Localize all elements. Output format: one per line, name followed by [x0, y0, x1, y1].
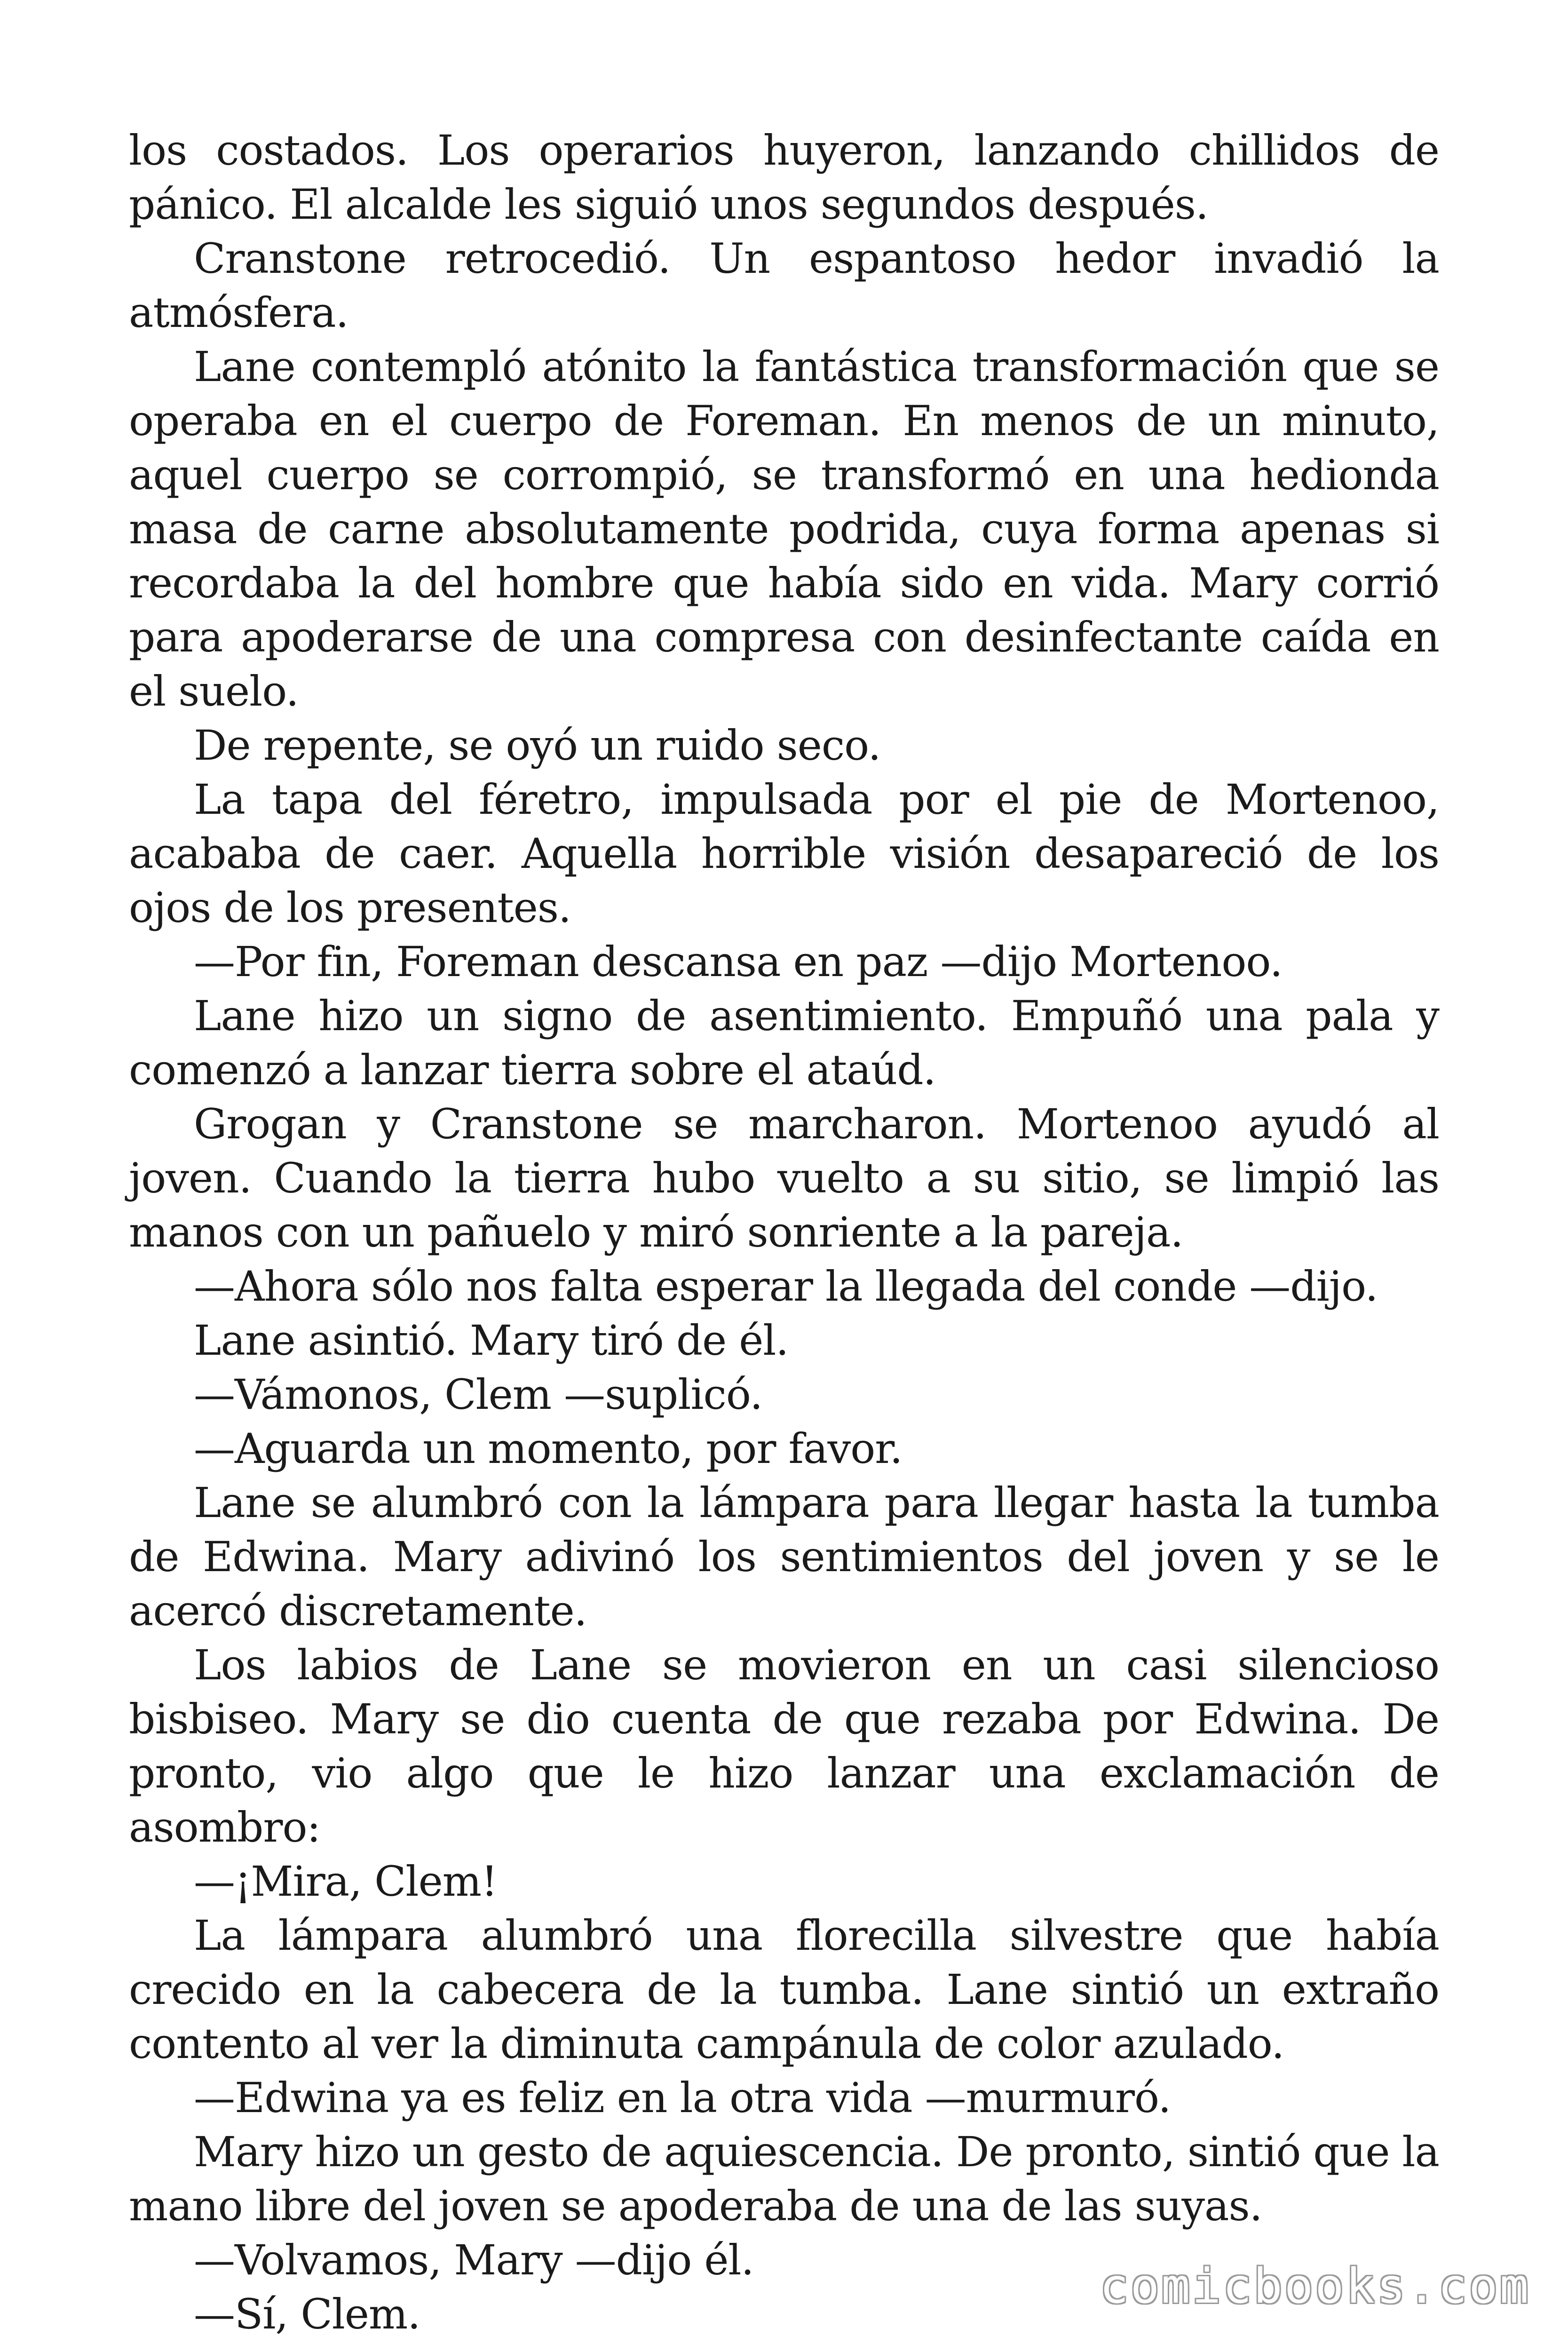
paragraph: La lámpara alumbró una florecilla silvestre que había crecido en la cabecera de la tumba. Lane sintió un extraño contento al ver la diminuta campánula de color azulado. [129, 1911, 1439, 2068]
paragraph: —Por fin, Foreman descansa en paz —dijo Mortenoo. [194, 938, 1283, 986]
paragraph: —¡Mira, Clem! [194, 1857, 498, 1906]
watermark: comicbooks.com [1100, 2258, 1530, 2314]
paragraph: Lane contempló atónito la fantástica transformación que se operaba en el cuerpo de Foreman. En menos de un minuto, aquel cuerpo se corrompió, se transformó en una hedionda masa de carne absolutamente podrida, cuya forma apenas si recordaba la del hombre que había sido en vida. Mary corrió para apoderarse de una compresa con desinfectante caída en el suelo. [129, 342, 1439, 715]
paragraph: Lane se alumbró con la lámpara para llegar hasta la tumba de Edwina. Mary adivinó los sentimientos del joven y se le acercó discretamente. [129, 1478, 1439, 1635]
paragraph: Grogan y Cranstone se marcharon. Mortenoo ayudó al joven. Cuando la tierra hubo vuelto a su sitio, se limpió las manos con un pañuelo y miró sonriente a la pareja. [129, 1100, 1439, 1256]
paragraph: —Ahora sólo nos falta esperar la llegada del conde —dijo. [194, 1262, 1378, 1311]
paragraph: La tapa del féretro, impulsada por el pie de Mortenoo, acababa de caer. Aquella horrible visión desapareció de los ojos de los presentes. [129, 775, 1439, 932]
paragraph: —Volvamos, Mary —dijo él. [194, 2236, 754, 2284]
paragraph: Mary hizo un gesto de aquiescencia. De pronto, sintió que la mano libre del joven se apoderaba de una de las suyas. [129, 2128, 1439, 2230]
paragraph: Los labios de Lane se movieron en un casi silencioso bisbiseo. Mary se dio cuenta de que rezaba por Edwina. De pronto, vio algo que le hizo lanzar una exclamación de asombro: [129, 1641, 1439, 1851]
paragraph: los costados. Los operarios huyeron, lanzando chillidos de pánico. El alcalde les siguió unos segundos después. [129, 126, 1439, 229]
paragraph: —Sí, Clem. [194, 2290, 420, 2338]
paragraph: —Edwina ya es feliz en la otra vida —murmuró. [194, 2074, 1171, 2122]
paragraph: Lane asintió. Mary tiró de él. [194, 1316, 789, 1365]
paragraph: —Vámonos, Clem —suplicó. [194, 1370, 763, 1419]
paragraph: Lane hizo un signo de asentimiento. Empuñó una pala y comenzó a lanzar tierra sobre el ataúd. [129, 992, 1439, 1094]
book-page-text [129, 123, 1439, 2341]
paragraph: —Aguarda un momento, por favor. [194, 1424, 903, 1473]
paragraph: De repente, se oyó un ruido seco. [194, 721, 881, 770]
paragraph: Cranstone retrocedió. Un espantoso hedor invadió la atmósfera. [129, 234, 1439, 337]
